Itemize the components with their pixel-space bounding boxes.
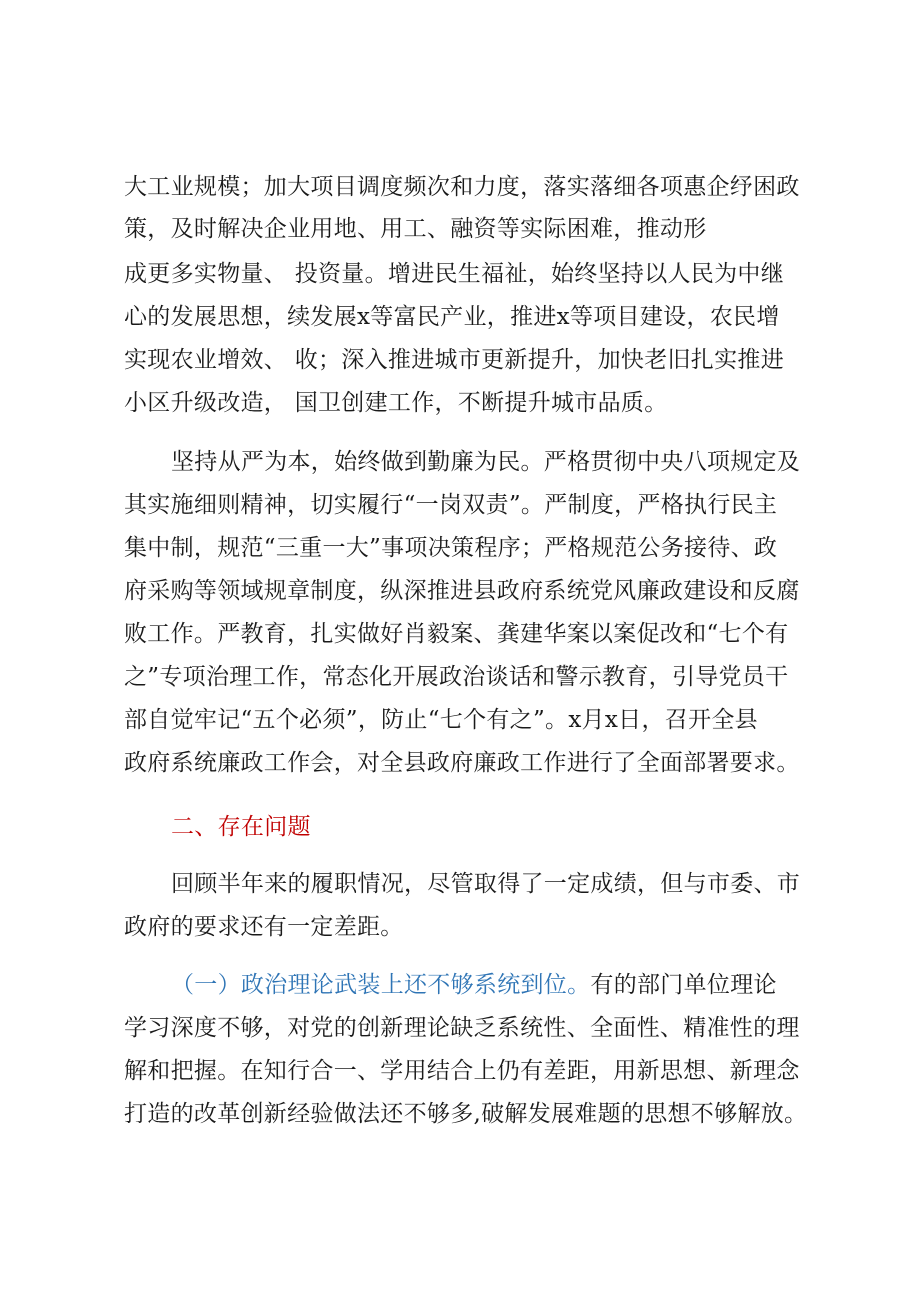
text-line: 政府系统廉政工作会，对全县政府廉政工作进行了全面部署要求。 xyxy=(124,750,800,776)
text-line: 部自觉牢记“五个必须”，防止“七个有之”。x月x日，召开全县 xyxy=(124,707,758,733)
text-line: 政府的要求还有一定差距。 xyxy=(124,914,404,940)
text-line: 打造的改革创新经验做法还不够多,破解发展难题的思想不够解放。 xyxy=(124,1101,808,1127)
text-line: 集中制，规范“三重一大”事项决策程序；严格规范公务接待、政 xyxy=(124,535,778,561)
text-line: 其实施细则精神，切实履行“一岗双责”。严制度，严格执行民主 xyxy=(124,492,778,518)
subheading-rest: 有的部门单位理论 xyxy=(590,972,777,998)
text-line: 败工作。严教育，扎实做好肖毅案、龚建华案以案促改和“七个有 xyxy=(124,621,789,647)
text-line: 坚持从严为本，始终做到勤廉为民。严格贯彻中央八项规定及 xyxy=(171,449,801,475)
text-line: 实现农业增效、 收；深入推进城市更新提升，加快老旧扎实推进 xyxy=(124,347,785,373)
section-heading: 二、存在问题 xyxy=(171,814,311,840)
text-line: 学习深度不够，对党的创新理论缺乏系统性、全面性、精准性的理 xyxy=(124,1015,800,1041)
text-line: 成更多实物量、 投资量。增进民生福祉，始终坚持以人民为中继 xyxy=(124,261,785,287)
text-line: 解和把握。在知行合一、学用结合上仍有差距，用新思想、新理念 xyxy=(124,1058,800,1084)
text-line: 心的发展思想，续发展x等富民产业，推进x等项目建设，农民增 xyxy=(124,304,780,330)
text-line: 回顾半年来的履职情况，尽管取得了一定成绩，但与市委、市 xyxy=(171,871,801,897)
subheading: （一）政治理论武装上还不够系统到位。 xyxy=(171,972,591,998)
text-line: 小区升级改造， 国卫创建工作，不断提升城市品质。 xyxy=(124,390,668,416)
text-line: 大工业规模；加大项目调度频次和力度，落实落细各项惠企纾困政 xyxy=(124,174,800,200)
text-line xyxy=(171,970,777,1000)
text-line: 之”专项治理工作，常态化开展政治谈话和警示教育，引导党员干 xyxy=(124,664,789,690)
text-line: 府采购等领域规章制度，纵深推进县政府系统党风廉政建设和反腐 xyxy=(124,578,800,604)
text-line: 策，及时解决企业用地、用工、融资等实际困难，推动形 xyxy=(124,216,707,242)
